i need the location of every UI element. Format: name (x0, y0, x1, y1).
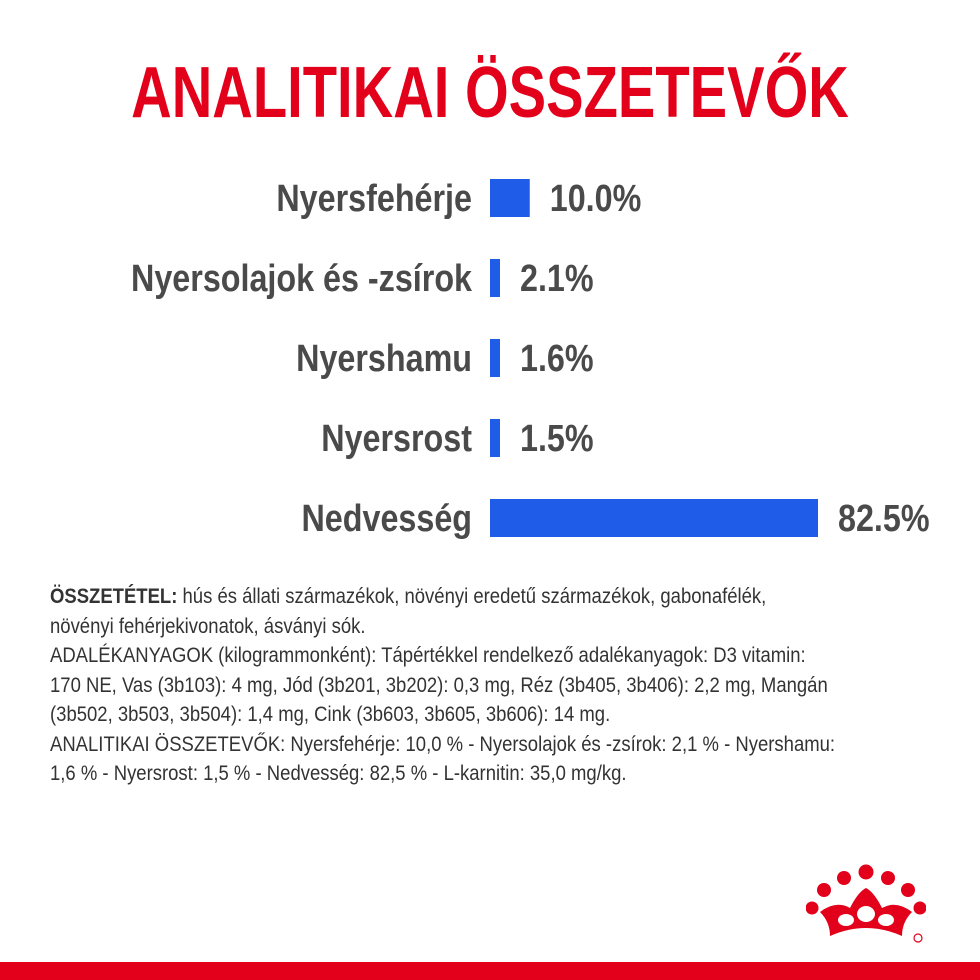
bar (490, 419, 500, 457)
value-label: 10.0% (549, 177, 642, 220)
composition-heading: ÖSSZETÉTEL: (50, 584, 178, 608)
composition-line: hús és állati származékok, növényi eredetű származékok, gabonafélék, (177, 584, 767, 608)
value-label: 2.1% (520, 257, 594, 300)
analytical-line: 1,6 % - Nyersrost: 1,5 % - Nedvesség: 82,5 % - L-karnitin: 35,0 mg/kg. (50, 761, 627, 785)
category-label: Nedvesség (301, 497, 472, 540)
additives-line: 170 NE, Vas (3b103): 4 mg, Jód (3b201, 3b202): 0,3 mg, Réz (3b405, 3b406): 2,2 mg, Mangán (50, 672, 828, 697)
bottom-band (0, 962, 980, 980)
bar (490, 259, 500, 297)
additives-line: ADALÉKANYAGOK (kilogrammonként): Tápértékkel rendelkező adalékanyagok: D3 vitamin: (50, 643, 806, 667)
category-label: Nyershamu (296, 337, 472, 380)
nutrient-bar-chart (0, 160, 980, 560)
composition-text (50, 582, 836, 789)
bar (490, 179, 530, 217)
value-label: 1.5% (520, 417, 594, 460)
value-label: 1.6% (520, 337, 594, 380)
page-title: ANALITIKAI ÖSSZETEVŐK (131, 53, 849, 133)
category-label: Nyersolajok és -zsírok (131, 257, 472, 300)
analytical-line: ANALITIKAI ÖSSZETEVŐK: Nyersfehérje: 10,0 % - Nyersolajok és -zsírok: 2,1 % - Nyershamu: (50, 731, 836, 756)
bar (490, 339, 500, 377)
value-label: 82.5% (838, 497, 930, 540)
category-label: Nyersfehérje (276, 177, 472, 220)
crown-icon (806, 864, 926, 946)
composition-line: növényi fehérjekivonatok, ásványi sók. (50, 613, 366, 638)
category-label: Nyersrost (321, 417, 472, 460)
bar (490, 499, 818, 537)
additives-line: (3b502, 3b503, 3b504): 1,4 mg, Cink (3b603, 3b605, 3b606): 14 mg. (50, 702, 611, 726)
